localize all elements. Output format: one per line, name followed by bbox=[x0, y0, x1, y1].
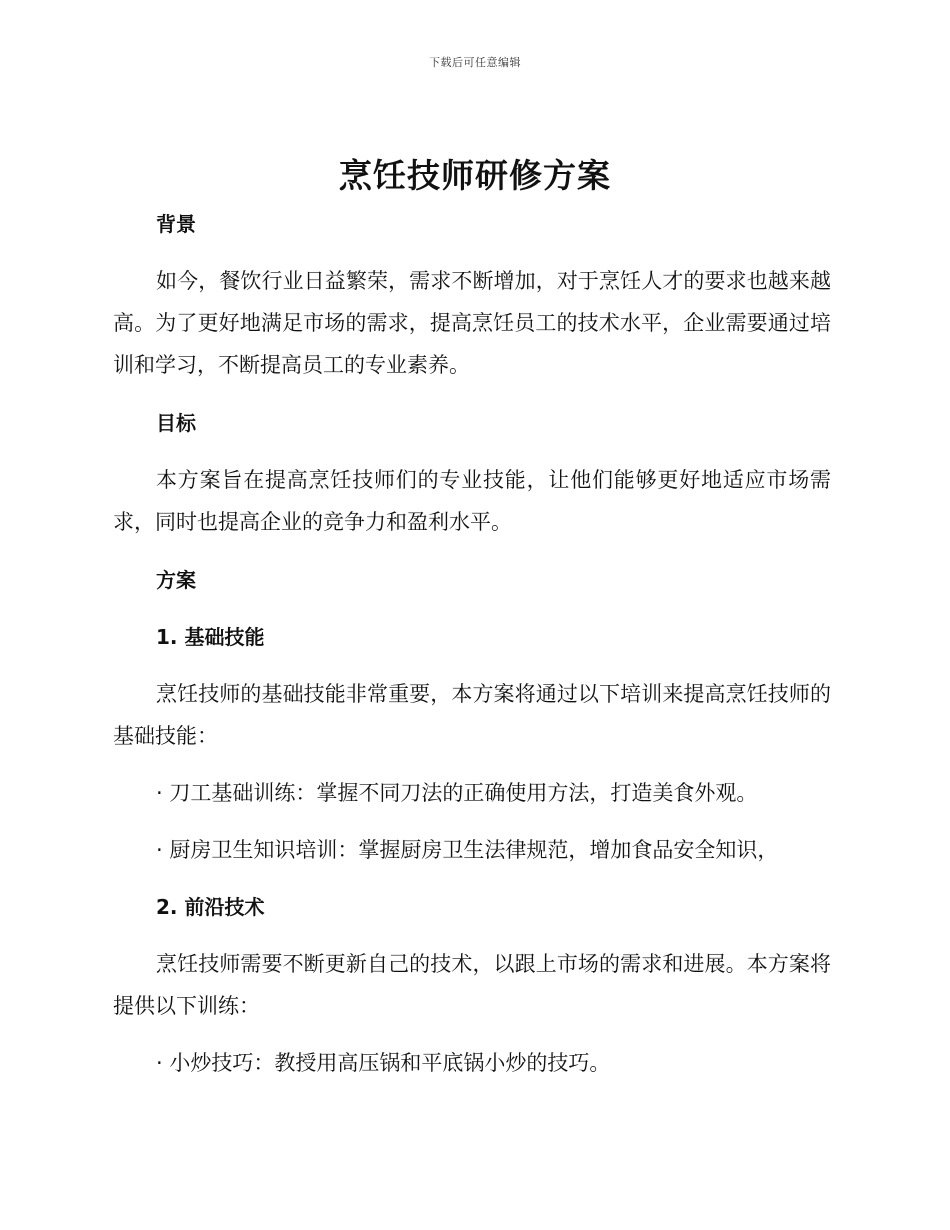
paragraph-section-1: 烹饪技师的基础技能非常重要，本方案将通过以下培训来提高烹饪技师的基础技能： bbox=[113, 682, 831, 748]
paragraph-background: 如今，餐饮行业日益繁荣，需求不断增加，对于烹饪人才的要求也越来越高。为了更好地满足市场的需求，提高烹饪员工的技术水平，企业需要通过培训和学习，不断提高员工的专业素养。 bbox=[113, 269, 831, 377]
heading-goal: 目标 bbox=[156, 411, 196, 435]
paragraph-section-2: 烹饪技师需要不断更新自己的技术，以跟上市场的需求和进展。本方案将提供以下训练： bbox=[113, 952, 831, 1018]
list-item-stir-fry: · 小炒技巧：教授用高压锅和平底锅小炒的技巧。 bbox=[156, 1051, 611, 1075]
heading-section-1: 1. 基础技能 bbox=[156, 625, 265, 649]
page-header-note: 下载后可任意编辑 bbox=[429, 56, 521, 69]
paragraph-goal: 本方案旨在提高烹饪技师们的专业技能，让他们能够更好地适应市场需求，同时也提高企业的竞争力和盈利水平。 bbox=[113, 468, 831, 534]
document-title: 烹饪技师研修方案 bbox=[339, 156, 611, 195]
list-item-kitchen-hygiene: · 厨房卫生知识培训：掌握厨房卫生法律规范，增加食品安全知识， bbox=[156, 838, 779, 862]
heading-background: 背景 bbox=[156, 212, 196, 236]
heading-section-2: 2. 前沿技术 bbox=[156, 895, 265, 919]
document-body bbox=[113, 203, 831, 1084]
heading-plan: 方案 bbox=[156, 568, 196, 592]
list-item-knife-skills: · 刀工基础训练：掌握不同刀法的正确使用方法，打造美食外观。 bbox=[156, 781, 758, 805]
